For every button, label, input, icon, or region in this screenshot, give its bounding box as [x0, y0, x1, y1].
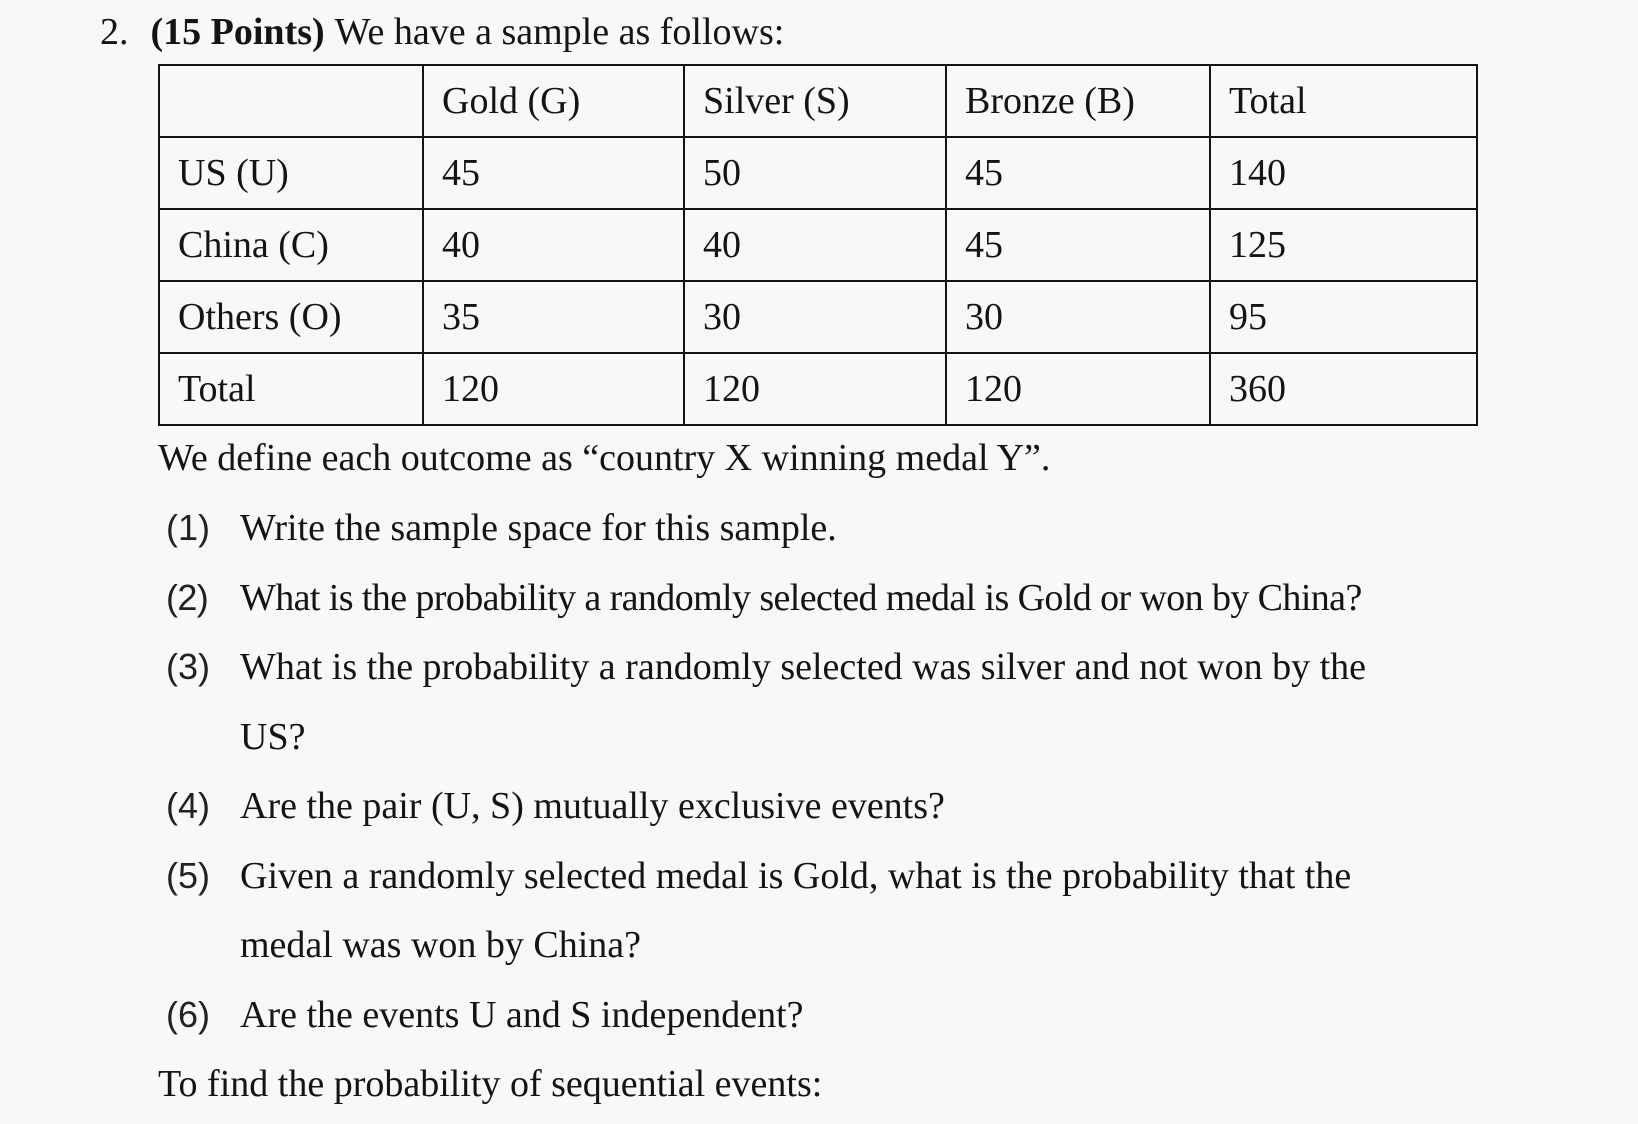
- cell-others-gold: 35: [423, 281, 684, 353]
- question-3-text: What is the probability a randomly selected was silver and not won by the: [240, 646, 1366, 688]
- header-cell-gold: Gold (G): [423, 65, 684, 137]
- question-points: (15 Points): [150, 11, 325, 53]
- question-6-number: (6): [166, 994, 210, 1035]
- question-3-continuation: US?: [240, 716, 306, 758]
- header-cell-bronze: Bronze (B): [946, 65, 1210, 137]
- table-row-others: [159, 281, 1477, 353]
- medal-table: [158, 64, 1478, 426]
- question-2-text: What is the probability a randomly selected medal is Gold or won by China?: [240, 577, 1362, 619]
- cell-us-silver: 50: [684, 137, 946, 209]
- cell-others-total: 95: [1210, 281, 1477, 353]
- cell-others-silver: 30: [684, 281, 946, 353]
- question-2: [166, 572, 1362, 624]
- cell-china-total: 125: [1210, 209, 1477, 281]
- question-4: [166, 780, 945, 832]
- table-row-total: [159, 353, 1477, 425]
- cell-total-bronze: 120: [946, 353, 1210, 425]
- row-label-total: Total: [159, 353, 423, 425]
- sequential-events-intro: To find the probability of sequential events:: [158, 1063, 823, 1105]
- cell-china-bronze: 45: [946, 209, 1210, 281]
- question-6: [166, 989, 804, 1041]
- cell-china-gold: 40: [423, 209, 684, 281]
- question-intro: We have a sample as follows:: [334, 11, 785, 53]
- row-label-others: Others (O): [159, 281, 423, 353]
- question-3: [166, 641, 1366, 693]
- question-4-text: Are the pair (U, S) mutually exclusive events?: [240, 785, 945, 827]
- cell-us-bronze: 45: [946, 137, 1210, 209]
- question-5-number: (5): [166, 855, 210, 896]
- question-6-text: Are the events U and S independent?: [240, 994, 804, 1036]
- question-4-number: (4): [166, 785, 210, 826]
- question-5-continuation: medal was won by China?: [240, 924, 642, 966]
- header-cell-silver: Silver (S): [684, 65, 946, 137]
- question-number: 2.: [100, 11, 129, 53]
- question-1-number: (1): [166, 507, 210, 548]
- cell-total-grand: 360: [1210, 353, 1477, 425]
- question-2-number: (2): [166, 577, 209, 618]
- question-5-text: Given a randomly selected medal is Gold, what is the probability that the: [240, 855, 1352, 897]
- outcome-definition: We define each outcome as “country X winning medal Y”.: [158, 437, 1051, 479]
- question-heading: [100, 6, 784, 58]
- question-5: [166, 850, 1351, 902]
- cell-china-silver: 40: [684, 209, 946, 281]
- header-cell-total: Total: [1210, 65, 1477, 137]
- row-label-us: US (U): [159, 137, 423, 209]
- question-1-text: Write the sample space for this sample.: [240, 507, 837, 549]
- cell-others-bronze: 30: [946, 281, 1210, 353]
- cell-total-gold: 120: [423, 353, 684, 425]
- cell-us-total: 140: [1210, 137, 1477, 209]
- question-3-number: (3): [166, 646, 210, 687]
- row-label-china: China (C): [159, 209, 423, 281]
- table-row-china: [159, 209, 1477, 281]
- cell-us-gold: 45: [423, 137, 684, 209]
- cell-total-silver: 120: [684, 353, 946, 425]
- header-cell-empty: [159, 65, 423, 137]
- table-row-us: [159, 137, 1477, 209]
- table-header-row: [159, 65, 1477, 137]
- question-1: [166, 502, 837, 554]
